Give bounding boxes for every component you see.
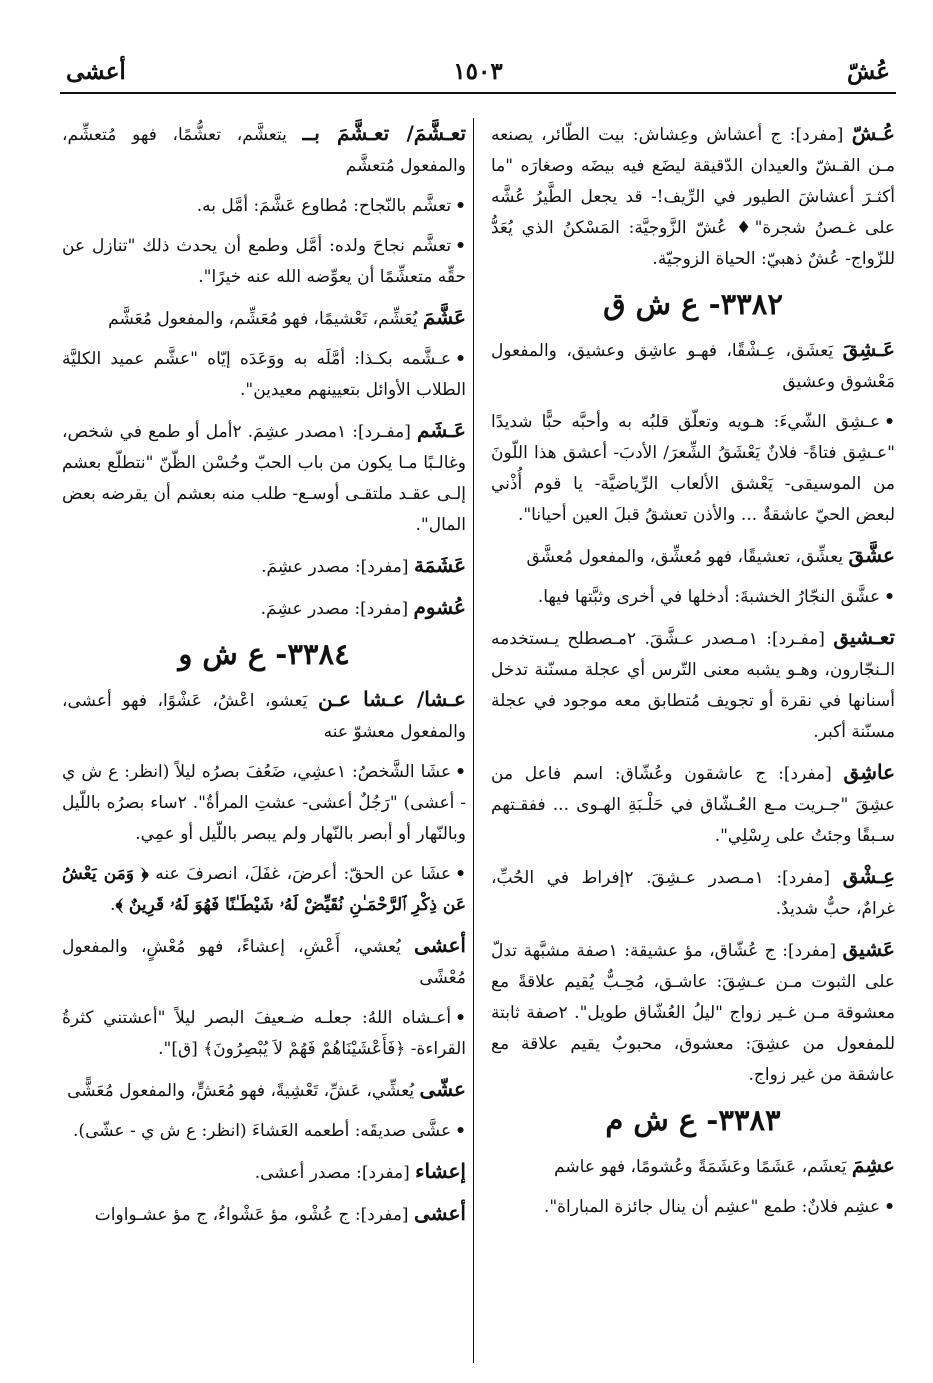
column-divider [473,118,474,1363]
entry-sense [62,191,466,222]
dictionary-entry [491,1150,895,1183]
entry-sense [62,757,466,850]
entry-headword: عَشَمَة [413,553,466,577]
bullet-icon: • [455,864,466,884]
bullet-icon: • [455,236,466,256]
entry-body: يُعشي، أَعْشِ، إعشاءً، فهو مُعْشٍ، والمفعول مُعْشًى [62,937,466,988]
dictionary-entry [62,1156,466,1189]
entry-headword: عَـشَم [417,418,466,442]
entry-sense [62,1003,466,1065]
dictionary-entry [491,540,895,573]
sense-tail: . [110,895,116,915]
dictionary-entry [62,592,466,625]
entry-headword: عشّى [419,1077,466,1101]
bullet-icon: • [884,587,895,607]
left-column [62,118,466,1368]
sense-text: عشَا عن الحقّ: أعرضَ، غفَلَ، انصرفَ عنه [155,864,452,884]
dictionary-entry [62,118,466,182]
right-column [491,118,895,1368]
entry-headword: عُـشّ [851,121,895,145]
root-section-heading: ٣٣٨٢- ع ش ق [603,287,783,321]
entry-headword: عِـشْق [842,864,895,888]
dictionary-entry [491,934,895,1091]
sense-text: تعشَّم بالنّجاح: مُطاوع عَشَّمَ: أمَّل به. [196,196,452,216]
entry-sense [62,344,466,406]
entry-sense [491,1192,895,1223]
sense-text: أعـشاه اللهُ: جعلـه ضـعيفَ البصر ليلاً "أعشتني كثرةُ القراءة- ﴿فَأَعْشَيْنَاهُمْ فَهُمْ لاَ يُبْصِرُونَ﴾ [ق]". [62,1008,466,1059]
entry-sense [491,582,895,613]
bullet-icon: • [884,412,895,432]
entry-body: [مفرد]: ج عُشْو، مؤ عَشْواءُ، ج مؤ عشـواوات [94,1205,409,1225]
entry-sense [491,407,895,531]
entry-body: [مفرد]: مصدر عشِمَ. [261,557,409,577]
entry-body: يتعشَّم، تعشُّمًا، فهو مُتعشِّم، والمفعول مُتعشَّم [62,125,466,176]
bullet-icon: • [455,1008,466,1028]
bullet-icon: • [455,762,466,782]
entry-headword: أعشى [413,1201,466,1225]
entry-body: يَعشَم، عَشَمًا وعَشَمَةً وعُشومًا، فهو عاشم [554,1157,847,1177]
entry-body: [مفـرد]: ١مصدر عشِمَ. ٢أمل أو طمع في شخص، وغالـبًا مـا يكون من باب الحبّ وحُسْن الظّنّ "نتطلّع بعشم إلـى عقـد ملتقـى أوسـع- طلب منه بعشم أن يقرضه بعض المال". [62,422,466,535]
dictionary-entry [62,302,466,335]
entry-headword: عَشيق [842,937,895,961]
header-first-word: عُشّ [846,58,890,85]
dictionary-entry [491,622,895,748]
entry-headword: تعـشيق [833,625,895,649]
entry-headword: عَشَّمَ [422,305,466,329]
dictionary-entry [491,757,895,852]
dictionary-entry [62,415,466,541]
sense-text: عشَّق النجّارُ الخشبةَ: أدخلها في أخرى وثبَّتها فيها. [537,587,881,607]
bullet-icon: • [455,349,466,369]
bullet-icon: • [884,1197,895,1217]
entry-headword: عَـشِقَ [842,337,895,361]
entry-body: يَعشَق، عِـشْقًا، فهـو عاشِق وعشيق، والمفعول مَعْشوق وعشيق [491,341,895,392]
root-section-heading: ٣٣٨٤- ع ش و [178,637,350,671]
sense-text: عـشَّمه بكـذا: أمَّلَه به ووَعَدَه إيّاه "عشَّم عميد الكليَّة الطلاب الأوائل بتعيينهم معيدين". [62,349,466,400]
entry-headword: عشِمَ [851,1153,895,1177]
dictionary-entry [491,334,895,398]
entry-headword: أعشى [413,933,466,957]
entry-body: [مفرد]: ١مـصدر عـشِقَ. ٢إفراط في الحُبِّ، غرامٌ، حبٌّ شديدٌ. [491,868,895,919]
dictionary-entry [62,684,466,748]
quran-verse: ﴿ وَمَن يَعْشُ عَن ذِكْرِ ٱلرَّحْمَـٰنِ نُقَيِّضْ لَهُۥ شَيْطَـٰنًا فَهُوَ لَهُۥ قَرِينٌ ﴾ [62,864,466,915]
entry-sense [62,231,466,293]
page-number: ١٥٠٣ [453,58,503,85]
bullet-icon: • [455,1121,466,1141]
entry-body: [مفرد]: مصدر عشِمَ. [260,599,409,619]
dictionary-entry [62,1074,466,1107]
sense-text: عشِم فلانٌ: طمع "عشِم أن ينال جائزة المباراة". [543,1197,881,1217]
dictionary-entry [62,1198,466,1231]
sense-text: عشَّى صديقَه: أطعمه العَشاءَ (انظر: ع ش ي - عشّى). [73,1121,452,1141]
entry-body: يُعَشِّم، تَعْشيمًا، فهو مُعَشِّم، والمفعول مُعَشَّم [108,309,418,329]
dictionary-entry [62,550,466,583]
dictionary-entry [491,861,895,925]
sense-text: عـشِق الشّيءَ: هـويه وتعلّق قلبُه به وأحبَّه حبًّا شديدًا "عـشِق فتاةً- فلانٌ يَعْشَقُ الشِّعرَ/ الأدبَ- أعشق هذا اللّونَ من الموسيقى- يَعْشق الألعاب الرِّياضيَّة- يا قوم أُذْني لبعض الحيّ عاشقةٌ ... والأذن تعشقُ قبلَ العين أحيانا". [491,412,895,525]
entry-body: [مفرد]: ج عاشقون وعُشّاق: اسم فاعل من عشِقَ "جـريت مـع العُـشّاق في حَلْـبَةِ الهـوى ... ففقـتهم سـبقًا وجئتُ على رِسْلِي". [491,764,895,846]
entry-sense [62,859,466,921]
page-header [60,52,896,94]
header-last-word: أعشى [66,58,126,85]
entry-body: [مفرد]: ج عُشّاق، مؤ عشيقة: ١صفة مشبَّهة تدلّ على الثبوت مـن عـشِقَ: عاشـق، مُحِـبٌّ يُقيم علاقةً مع معشوقة مـن غـير زواج "ليلُ العُشّاق طويل". ٢صفة ثابتة للمفعول من عشِقَ: معشوق، محبوبٌ يقيم علاقة مع عاشقة من غير زواج. [491,941,895,1085]
entry-sense [62,1116,466,1147]
sense-text: عشَا الشَّخصُ: ١عشِي، ضَعُفَ بصرُه ليلاً (انظر: ع ش ي - أعشى) "رَجُلٌ أعشى- عشتِ المرأةُ". ٢ساء بصرُه باللّيل وبالنّهار أو أبصر بالنّهار ولم يبصر باللّيل أو عمِي. [62,762,466,844]
entry-headword: تعـشَّمَ/ تعـشَّمَ بــ [302,121,466,145]
sense-text: تعشَّم نجاحَ ولده: أمَّل وطمع أن يحدث ذلك "تنازل عن حقِّه متعشِّمًا أن يعوِّضه الله عنه خيرًا". [62,236,466,287]
bullet-icon: • [455,196,466,216]
dictionary-entry [62,930,466,994]
entry-headword: عشَّقَ [848,543,895,567]
entry-body: [مفرد]: مصدر أعشى. [254,1163,410,1183]
dictionary-entry [491,118,895,275]
entry-headword: عُشوم [413,595,466,619]
entry-body: يُعشِّي، عَشِّ، تَعْشِيةً، فهو مُعَشٍّ، والمفعول مُعَشًّى [67,1081,415,1101]
entry-body: يعشِّق، تعشيقًا، فهو مُعشِّق، والمفعول مُعشَّق [526,547,844,567]
entry-headword: عاشِق [843,760,895,784]
entry-body: يَعشو، اعْشُ، عَشْوًا، فهو أعشى، والمفعول معشوّ عنه [62,691,466,742]
root-section-heading: ٣٣٨٣- ع ش م [605,1103,781,1137]
entry-headword: إعشاء [415,1159,466,1183]
entry-body: [مفـرد]: ١مـصدر عـشَّقَ. ٢مـصطلح يـستخدمه الـنجّارون، وهـو يشبه معنى التّرس أي عجلة مسنّنة تدخل أسنانها في نقرة أو تجويف مُتطابق معه موجود في عجلة مسنّنة أكبر. [491,629,895,742]
entry-body: [مفرد]: ج أعشاش وعِشاش: بيت الطّائر، يصنعه مـن القـشّ والعيدان الدّقيقة ليضَع فيه بيضَه وصغارَه "ما أكثـرَ أعشاشَ الطيور في الرِّيف!- قد يجعل الطَّيرُ عُشَّه على غـصنُ شجرة"♦ عُشّ الزَّوجيَّة: المَسْكنُ الذي يُعَدُّ للزّواج- عُشٌ ذهبيّ: الحياة الزوجيّة. [491,125,895,269]
entry-headword: عـشا/ عـشا عـن [317,687,466,711]
